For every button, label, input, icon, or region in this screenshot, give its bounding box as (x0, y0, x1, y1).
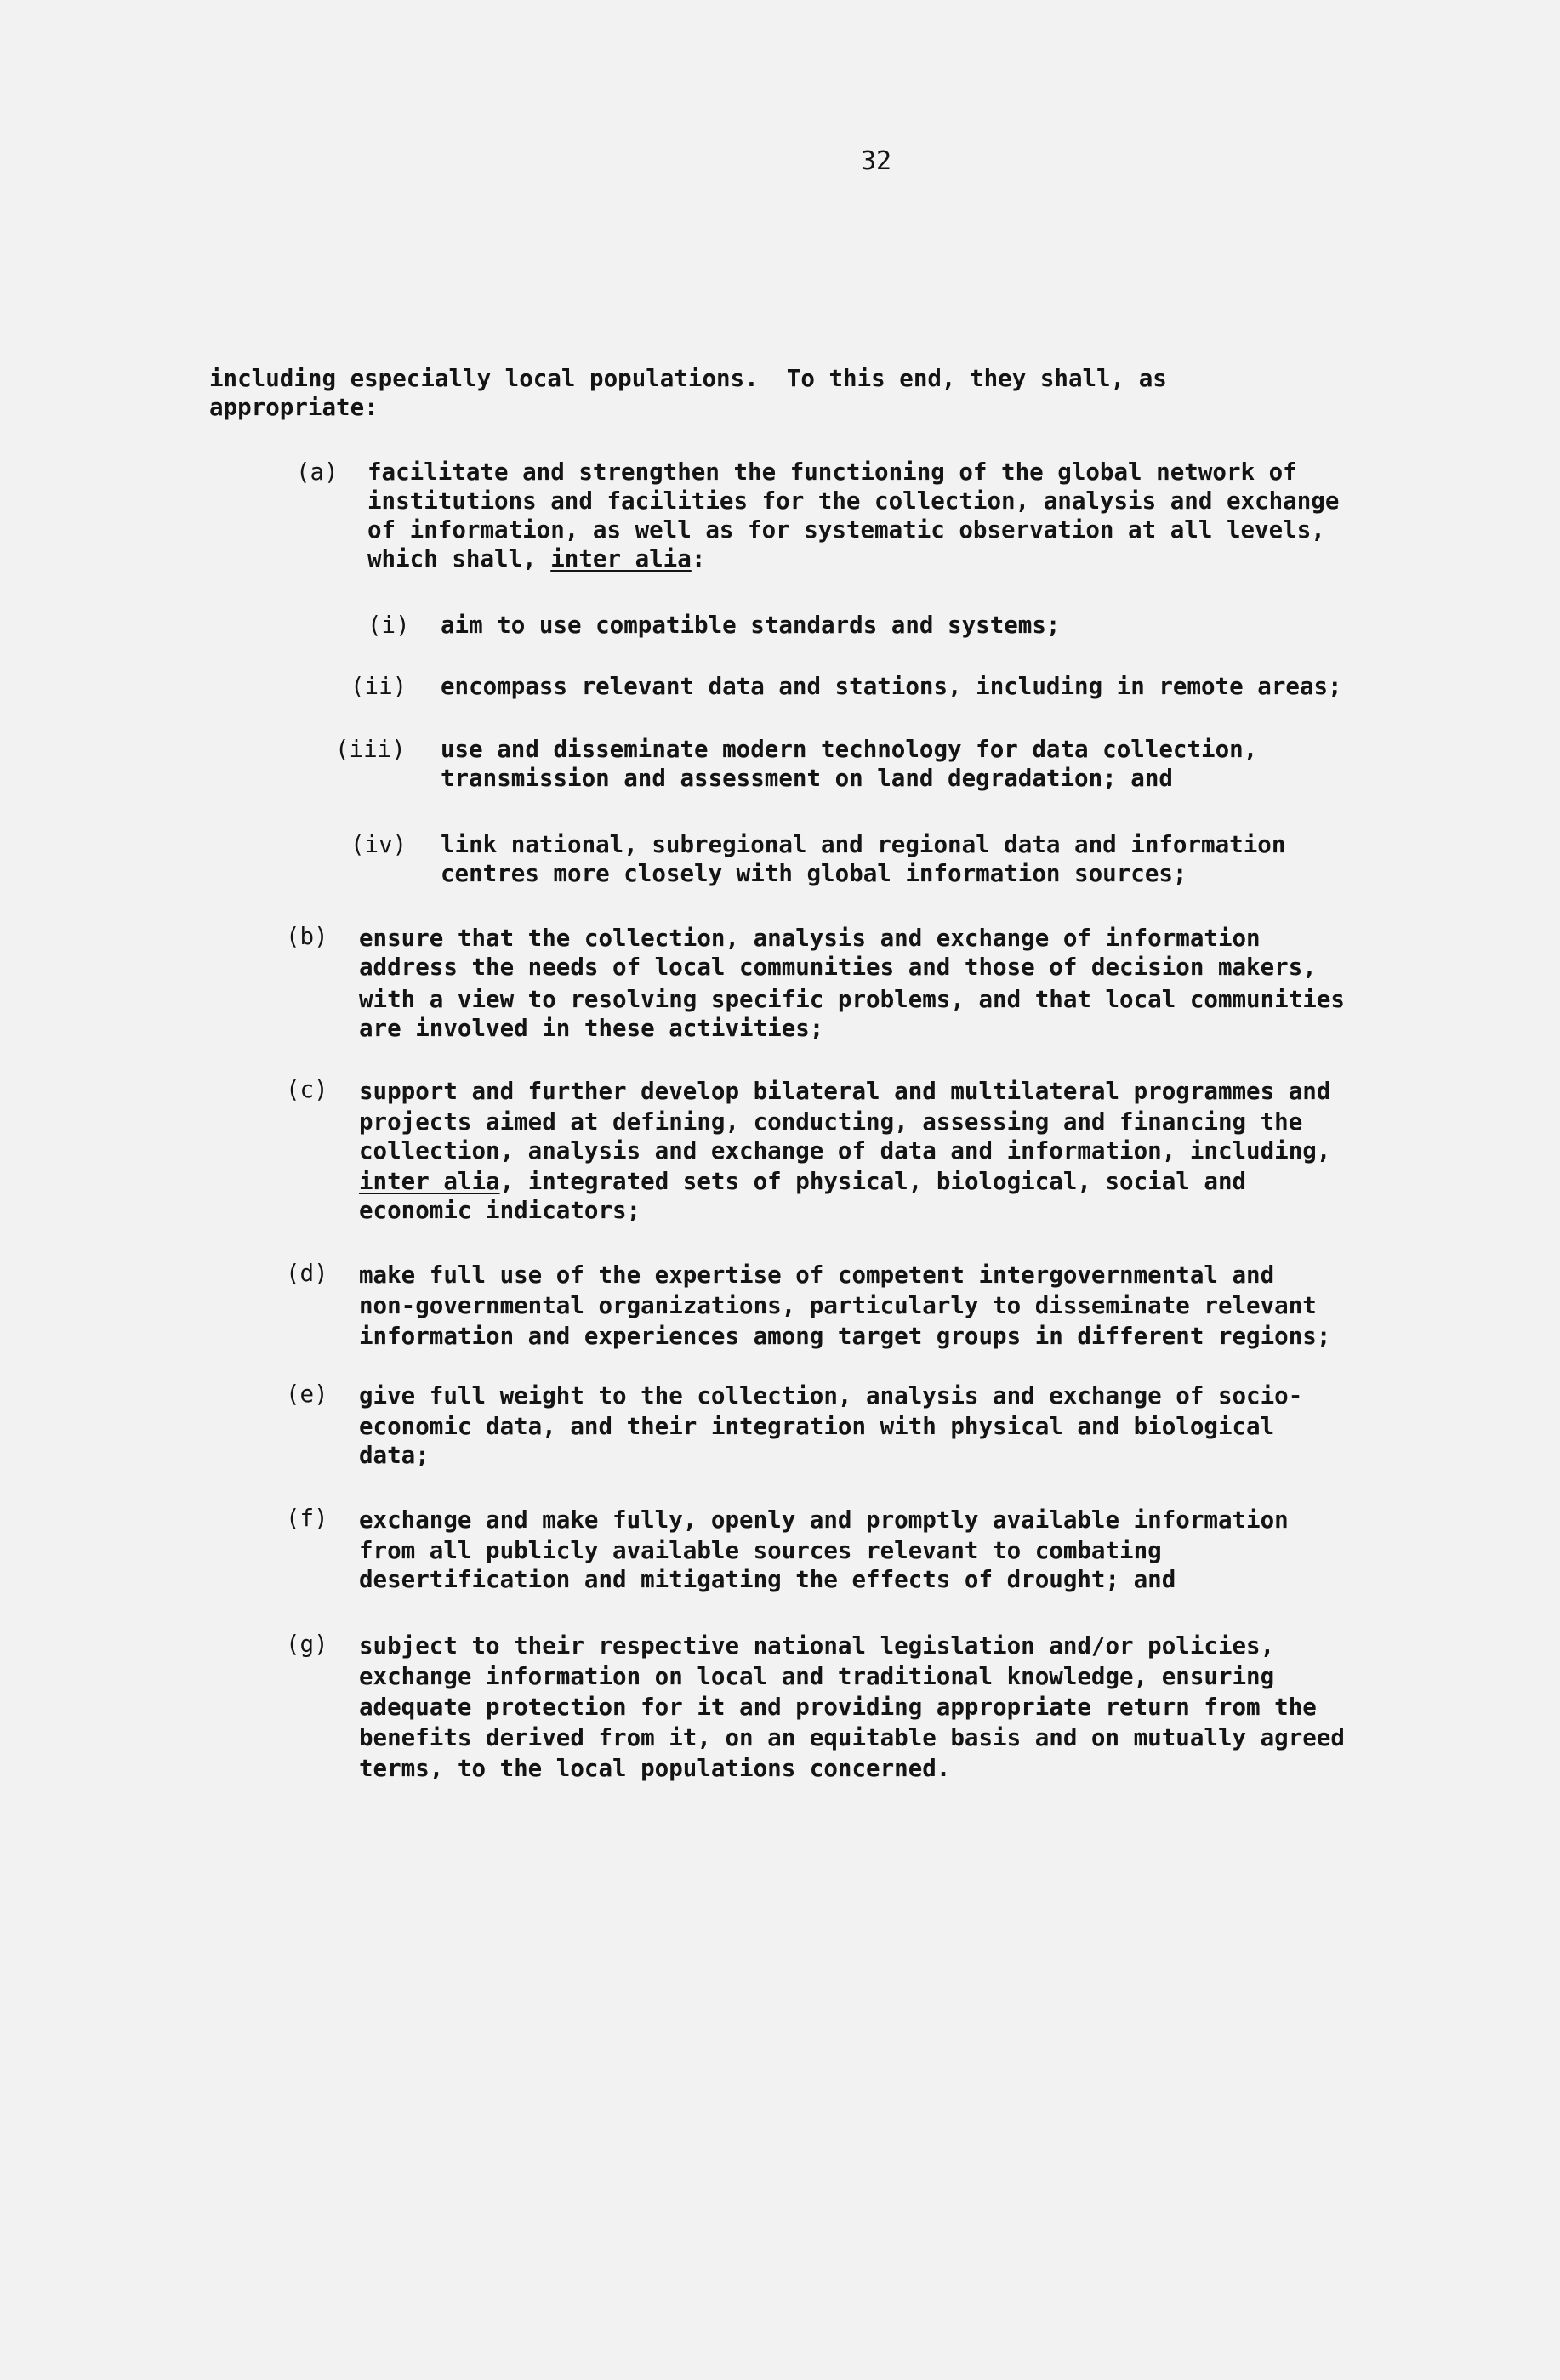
subitem-iii-line-1: use and disseminate modern technology for data collection, (441, 736, 1258, 763)
inter-alia-underlined: inter alia (550, 545, 692, 572)
item-a-line-4-suffix: : (691, 545, 706, 572)
item-b-line-4: are involved in these activities; (359, 1015, 824, 1042)
item-c-line-3: collection, analysis and exchange of data and information, including, (359, 1137, 1331, 1164)
item-e-label: (e) (286, 1381, 328, 1408)
item-g-line-5: terms, to the local populations concerned. (359, 1755, 951, 1782)
item-b-label: (b) (286, 923, 328, 950)
item-e-line-3: data; (359, 1442, 430, 1469)
item-g-line-1: subject to their respective national legislation and/or policies, (359, 1632, 1275, 1660)
subitem-iv-line-1: link national, subregional and regional data and information (441, 831, 1286, 858)
item-c-line-4-suffix: , integrated sets of physical, biological, social and (499, 1168, 1247, 1195)
item-d-label: (d) (286, 1260, 328, 1287)
item-e-line-1: give full weight to the collection, analysis and exchange of socio- (359, 1382, 1303, 1409)
item-a-line-3: of information, as well as for systematic observation at all levels, (367, 516, 1325, 544)
item-b-line-3: with a view to resolving specific problems, and that local communities (359, 986, 1345, 1013)
item-c-line-1: support and further develop bilateral and multilateral programmes and (359, 1078, 1331, 1105)
item-f-line-2: from all publicly available sources relevant to combating (359, 1537, 1162, 1564)
subitem-iv-line-2: centres more closely with global information sources; (441, 860, 1187, 887)
item-d-line-3: information and experiences among target groups in different regions; (359, 1323, 1331, 1350)
page-number: 32 (861, 146, 892, 176)
subitem-i-label: (i) (367, 612, 410, 639)
item-f-line-1: exchange and make fully, openly and promptly available information (359, 1506, 1289, 1534)
item-d-line-2: non-governmental organizations, particularly to disseminate relevant (359, 1292, 1317, 1319)
item-d-line-1: make full use of the expertise of competent intergovernmental and (359, 1261, 1275, 1289)
intro-line-1: including especially local populations. To this end, they shall, as (209, 365, 1167, 392)
item-e-line-2: economic data, and their integration with physical and biological (359, 1413, 1275, 1440)
item-a-line-4-prefix: which shall, (367, 545, 551, 572)
item-c-label: (c) (286, 1076, 328, 1103)
item-g-line-3: adequate protection for it and providing appropriate return from the (359, 1694, 1317, 1721)
item-a-line-4 (367, 544, 705, 573)
subitem-iii-line-2: transmission and assessment on land degradation; and (441, 765, 1173, 792)
item-c-line-5: economic indicators; (359, 1197, 641, 1224)
subitem-ii-label: (ii) (350, 673, 407, 700)
item-g-line-4: benefits derived from it, on an equitable basis and on mutually agreed (359, 1724, 1345, 1751)
inter-alia-underlined-c: inter alia (359, 1168, 500, 1195)
item-a-label: (a) (296, 458, 339, 486)
item-f-line-3: desertification and mitigating the effects of drought; and (359, 1566, 1176, 1593)
item-g-label: (g) (286, 1631, 328, 1658)
subitem-ii-line-1: encompass relevant data and stations, including in remote areas; (441, 673, 1342, 700)
item-b-line-1: ensure that the collection, analysis and exchange of information (359, 925, 1261, 952)
item-a-line-1: facilitate and strengthen the functioning of the global network of (367, 458, 1297, 486)
intro-line-2: appropriate: (209, 394, 379, 421)
item-a-line-2: institutions and facilities for the collection, analysis and exchange (367, 487, 1340, 515)
subitem-iii-label: (iii) (335, 736, 406, 763)
subitem-i-line-1: aim to use compatible standards and systems; (441, 612, 1061, 639)
item-b-line-2: address the needs of local communities and those of decision makers, (359, 954, 1317, 981)
item-c-line-4 (359, 1167, 1246, 1196)
item-c-line-2: projects aimed at defining, conducting, assessing and financing the (359, 1108, 1303, 1136)
item-f-label: (f) (286, 1505, 328, 1532)
item-g-line-2: exchange information on local and traditional knowledge, ensuring (359, 1663, 1275, 1690)
subitem-iv-label: (iv) (350, 831, 407, 858)
